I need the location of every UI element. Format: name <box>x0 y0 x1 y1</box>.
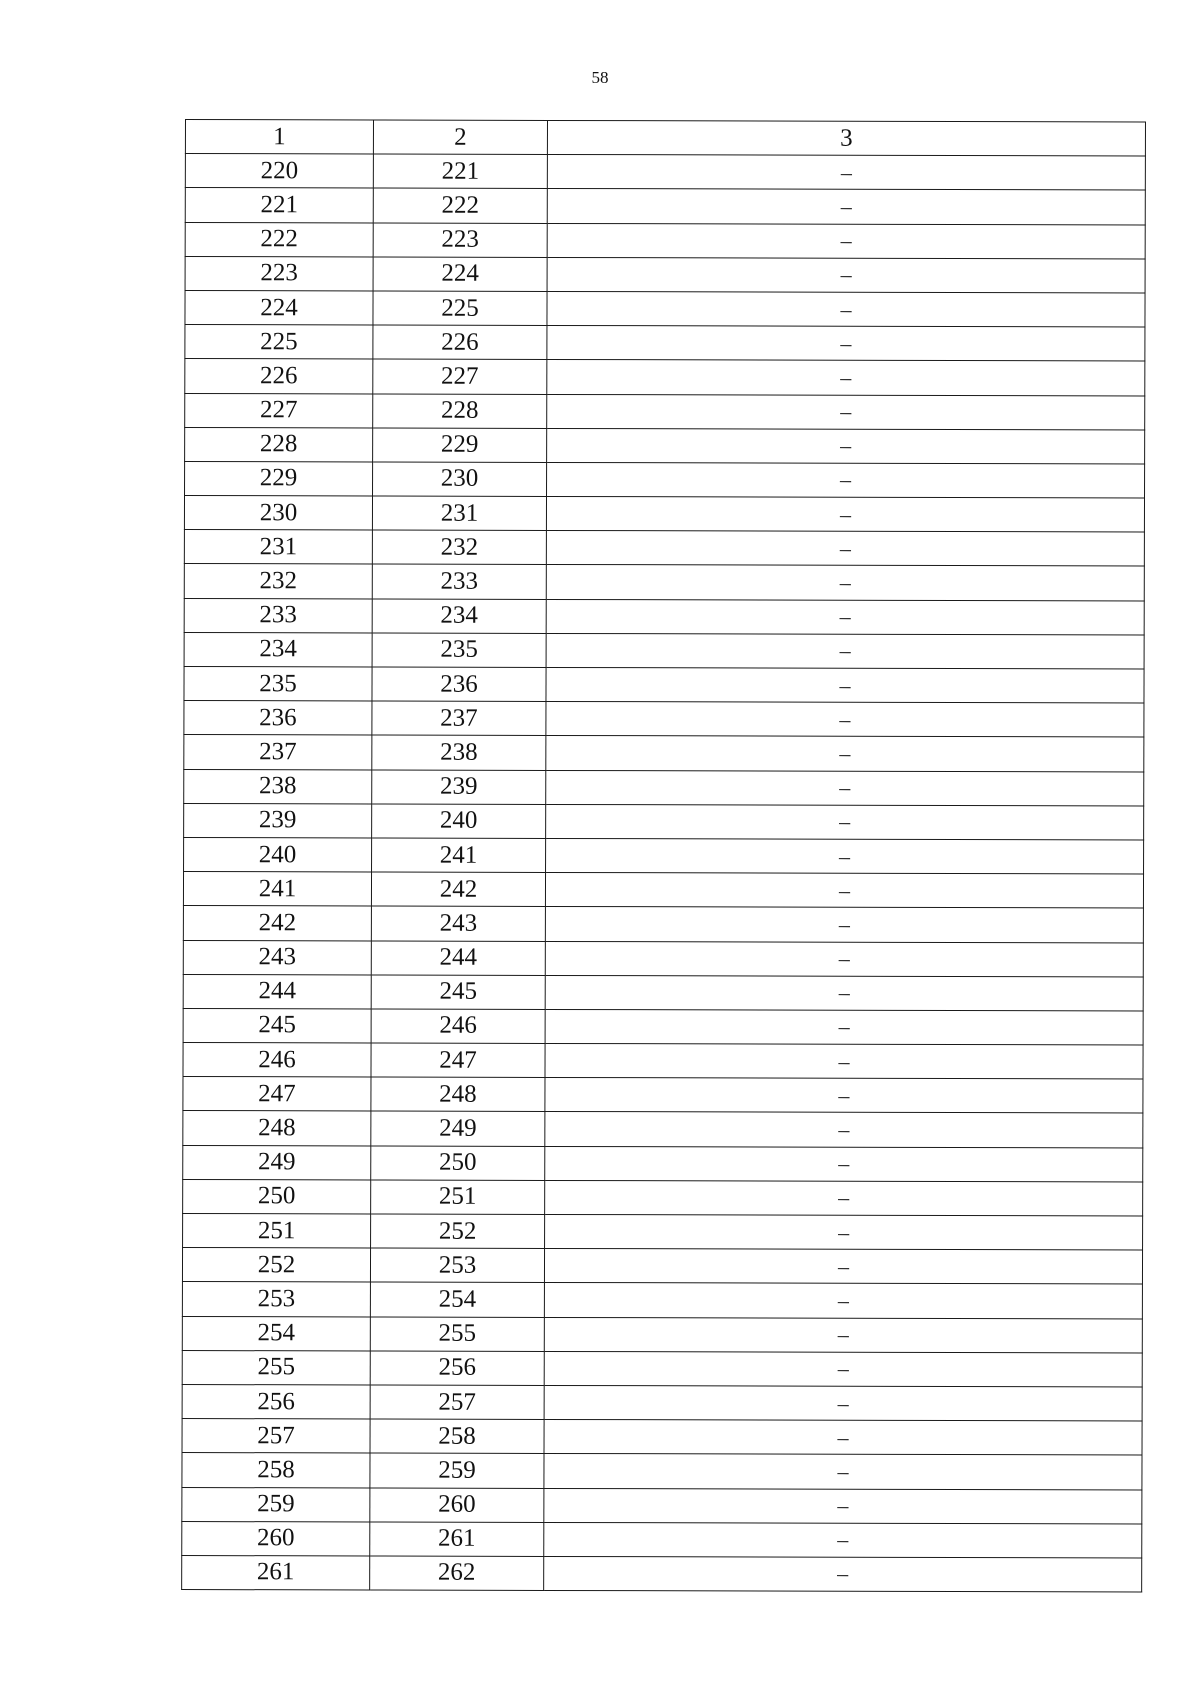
cell-col1: 236 <box>184 701 372 736</box>
table-row <box>185 222 1145 259</box>
cell-col1: 235 <box>184 666 372 701</box>
table-row <box>182 1521 1142 1558</box>
table-row <box>183 1008 1143 1045</box>
table-row <box>185 461 1145 498</box>
table-row <box>184 837 1144 874</box>
cell-col1: 255 <box>182 1350 370 1385</box>
cell-col3: – <box>547 394 1145 430</box>
cell-col3: – <box>547 223 1145 259</box>
cell-col2: 244 <box>371 940 545 975</box>
cell-col3: – <box>545 1180 1143 1216</box>
cell-col2: 259 <box>370 1453 544 1488</box>
cell-col1: 224 <box>185 290 373 325</box>
cell-col2: 249 <box>371 1111 545 1146</box>
table-row <box>182 1487 1142 1524</box>
table-row <box>184 598 1144 635</box>
table-row <box>183 940 1143 977</box>
cell-col2: 255 <box>370 1317 544 1352</box>
table-row <box>182 1453 1142 1490</box>
table-row <box>183 1077 1143 1114</box>
table-row <box>184 803 1144 840</box>
cell-col1: 220 <box>185 154 373 189</box>
cell-col3: – <box>545 1009 1143 1045</box>
table-row <box>185 359 1145 396</box>
cell-col2: 240 <box>372 804 546 839</box>
cell-col1: 233 <box>184 598 372 633</box>
table-row <box>184 769 1144 806</box>
table-row <box>183 1179 1143 1216</box>
table-row <box>184 701 1144 738</box>
data-table <box>181 119 1146 1593</box>
cell-col1: 248 <box>183 1111 371 1146</box>
table-row <box>183 974 1143 1011</box>
cell-col2: 243 <box>371 906 545 941</box>
cell-col3: – <box>546 770 1144 806</box>
cell-col1: 231 <box>184 530 372 565</box>
cell-col1: 225 <box>185 325 373 360</box>
table-row <box>185 154 1145 191</box>
cell-col2: 241 <box>372 838 546 873</box>
cell-col2: 221 <box>373 154 547 189</box>
column-header-1: 1 <box>185 120 373 155</box>
cell-col1: 221 <box>185 188 373 223</box>
cell-col2: 257 <box>370 1385 544 1420</box>
table-row <box>185 290 1145 327</box>
cell-col2: 253 <box>370 1248 544 1283</box>
cell-col2: 258 <box>370 1419 544 1454</box>
cell-col3: – <box>546 633 1144 669</box>
cell-col3: – <box>544 1249 1142 1285</box>
cell-col2: 261 <box>370 1522 544 1557</box>
table-row <box>183 1145 1143 1182</box>
cell-col3: – <box>546 838 1144 874</box>
table-row <box>182 1316 1142 1353</box>
cell-col3: – <box>546 804 1144 840</box>
cell-col1: 228 <box>185 427 373 462</box>
cell-col3: – <box>544 1283 1142 1319</box>
cell-col1: 253 <box>182 1282 370 1317</box>
cell-col1: 259 <box>182 1487 370 1522</box>
cell-col2: 250 <box>371 1146 545 1181</box>
cell-col3: – <box>545 1044 1143 1080</box>
cell-col2: 225 <box>373 291 547 326</box>
table-row <box>185 393 1145 430</box>
cell-col1: 234 <box>184 632 372 667</box>
cell-col3: – <box>544 1317 1142 1353</box>
table-row <box>182 1282 1142 1319</box>
cell-col2: 231 <box>372 496 546 531</box>
cell-col2: 254 <box>370 1282 544 1317</box>
table-row <box>185 325 1145 362</box>
cell-col1: 251 <box>183 1213 371 1248</box>
table-row <box>184 564 1144 601</box>
cell-col1: 226 <box>185 359 373 394</box>
table-row <box>185 427 1145 464</box>
table-row <box>183 1111 1143 1148</box>
column-header-2: 2 <box>373 120 547 155</box>
page-number: 58 <box>591 68 609 87</box>
cell-col1: 239 <box>184 803 372 838</box>
cell-col1: 222 <box>185 222 373 257</box>
cell-col1: 223 <box>185 256 373 291</box>
cell-col3: – <box>544 1385 1142 1421</box>
cell-col3: – <box>545 1146 1143 1182</box>
cell-col3: – <box>547 155 1145 191</box>
cell-col3: – <box>545 907 1143 943</box>
table-row <box>184 632 1144 669</box>
cell-col1: 232 <box>184 564 372 599</box>
table-row <box>185 256 1145 293</box>
table-row <box>183 1213 1143 1250</box>
table-row <box>182 1350 1142 1387</box>
cell-col1: 249 <box>183 1145 371 1180</box>
cell-col3: – <box>546 497 1144 533</box>
cell-col1: 252 <box>182 1248 370 1283</box>
cell-col1: 241 <box>183 872 371 907</box>
table-row <box>184 530 1144 567</box>
cell-col2: 238 <box>372 735 546 770</box>
table-row <box>183 906 1143 943</box>
cell-col3: – <box>547 360 1145 396</box>
cell-col3: – <box>545 873 1143 909</box>
cell-col2: 246 <box>371 1009 545 1044</box>
cell-col2: 234 <box>372 599 546 634</box>
cell-col2: 242 <box>371 872 545 907</box>
cell-col3: – <box>544 1522 1142 1558</box>
cell-col2: 256 <box>370 1351 544 1386</box>
cell-col1: 261 <box>182 1555 370 1590</box>
cell-col2: 232 <box>372 530 546 565</box>
cell-col1: 242 <box>183 906 371 941</box>
cell-col2: 228 <box>373 393 547 428</box>
cell-col3: – <box>544 1488 1142 1524</box>
cell-col3: – <box>545 1112 1143 1148</box>
cell-col1: 250 <box>183 1179 371 1214</box>
cell-col3: – <box>544 1556 1142 1592</box>
cell-col3: – <box>547 291 1145 327</box>
cell-col3: – <box>547 428 1145 464</box>
table-row <box>182 1384 1142 1421</box>
table-row <box>182 1419 1142 1456</box>
cell-col3: – <box>547 326 1145 362</box>
column-header-3: 3 <box>547 120 1145 156</box>
cell-col3: – <box>546 565 1144 601</box>
table-row <box>185 188 1145 225</box>
table-row <box>183 872 1143 909</box>
cell-col3: – <box>544 1351 1142 1387</box>
cell-col1: 258 <box>182 1453 370 1488</box>
cell-col2: 229 <box>373 428 547 463</box>
cell-col2: 247 <box>371 1043 545 1078</box>
cell-col2: 252 <box>371 1214 545 1249</box>
table-row <box>184 666 1144 703</box>
cell-col2: 262 <box>370 1556 544 1591</box>
table-body <box>182 120 1146 1593</box>
table-row <box>184 496 1144 533</box>
cell-col3: – <box>546 736 1144 772</box>
cell-col3: – <box>545 1078 1143 1114</box>
cell-col2: 230 <box>373 462 547 497</box>
table-row <box>183 1043 1143 1080</box>
cell-col2: 248 <box>371 1077 545 1112</box>
cell-col2: 222 <box>373 188 547 223</box>
cell-col3: – <box>547 189 1145 225</box>
cell-col1: 246 <box>183 1043 371 1078</box>
cell-col2: 235 <box>372 633 546 668</box>
cell-col1: 237 <box>184 735 372 770</box>
cell-col1: 227 <box>185 393 373 428</box>
cell-col2: 239 <box>372 770 546 805</box>
cell-col2: 245 <box>371 975 545 1010</box>
cell-col1: 230 <box>184 496 372 531</box>
cell-col2: 227 <box>373 359 547 394</box>
cell-col3: – <box>544 1454 1142 1490</box>
cell-col3: – <box>546 667 1144 703</box>
cell-col3: – <box>545 941 1143 977</box>
table-row <box>182 1555 1142 1592</box>
cell-col3: – <box>544 1420 1142 1456</box>
table-row <box>182 1248 1142 1285</box>
cell-col3: – <box>547 257 1145 293</box>
cell-col2: 251 <box>371 1180 545 1215</box>
cell-col1: 247 <box>183 1077 371 1112</box>
cell-col3: – <box>546 531 1144 567</box>
cell-col3: – <box>545 1214 1143 1250</box>
cell-col1: 254 <box>182 1316 370 1351</box>
cell-col2: 224 <box>373 257 547 292</box>
cell-col1: 256 <box>182 1384 370 1419</box>
cell-col2: 226 <box>373 325 547 360</box>
cell-col1: 238 <box>184 769 372 804</box>
table-header-row <box>185 120 1145 157</box>
cell-col2: 237 <box>372 701 546 736</box>
cell-col1: 243 <box>183 940 371 975</box>
cell-col3: – <box>545 975 1143 1011</box>
cell-col2: 260 <box>370 1487 544 1522</box>
cell-col2: 236 <box>372 667 546 702</box>
cell-col1: 240 <box>184 837 372 872</box>
cell-col3: – <box>546 702 1144 738</box>
cell-col1: 229 <box>185 461 373 496</box>
cell-col1: 257 <box>182 1419 370 1454</box>
cell-col3: – <box>546 599 1144 635</box>
cell-col1: 260 <box>182 1521 370 1556</box>
cell-col1: 245 <box>183 1008 371 1043</box>
cell-col2: 223 <box>373 223 547 258</box>
cell-col2: 233 <box>372 564 546 599</box>
table-row <box>184 735 1144 772</box>
cell-col3: – <box>547 462 1145 498</box>
cell-col1: 244 <box>183 974 371 1009</box>
